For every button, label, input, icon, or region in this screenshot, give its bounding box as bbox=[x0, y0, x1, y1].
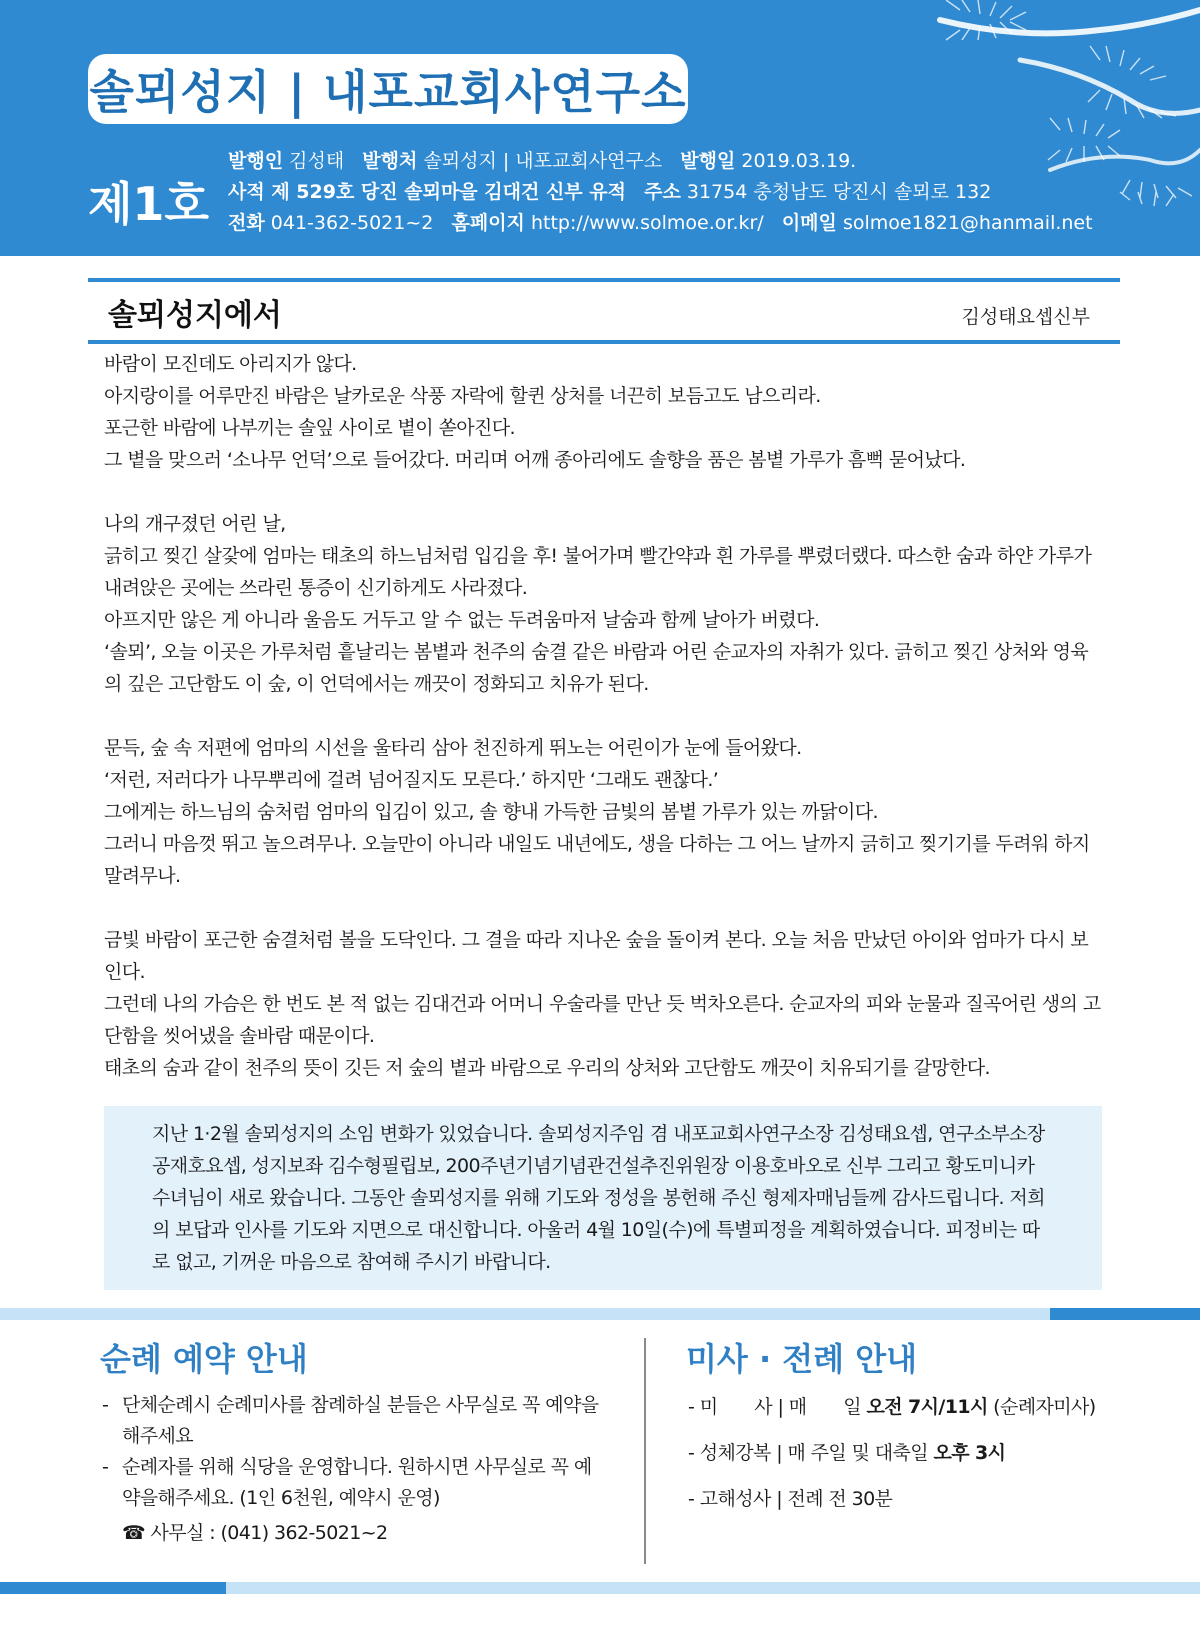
sentence: ‘솔뫼’, 오늘 이곳은 가루처럼 흩날리는 봄볕과 천주의 숨결 같은 바람과 어린 순교자의 자취가 있다. 긁히고 찢긴 상처와 영육의 깊은 고단함도 이 숲, 이 언덕에서는 깨끗이 정화되고 치유가 된다. bbox=[104, 641, 1089, 695]
sentence: 아지랑이를 어루만진 바람은 날카로운 삭풍 자락에 할퀸 상처를 너끈히 보듬고도 남으리라. bbox=[104, 385, 821, 407]
publication-info-line-3 bbox=[228, 208, 1093, 239]
footer-bar-blue bbox=[0, 1582, 226, 1594]
sentence: 태초의 숨과 같이 천주의 뜻이 깃든 저 숲의 볕과 바람으로 우리의 상처와 고단함도 깨끗이 치유되기를 갈망한다. bbox=[104, 1057, 990, 1079]
issue-number: 제1호 bbox=[88, 177, 209, 231]
divider-bar-light bbox=[0, 1308, 1050, 1320]
article-author: 김성태요셉신부 bbox=[961, 306, 1090, 328]
schedule-time: 오후 3시 bbox=[933, 1442, 1006, 1464]
publication-info-line-1 bbox=[228, 146, 1093, 177]
column-divider bbox=[644, 1338, 646, 1564]
publication-info-line-2 bbox=[228, 177, 1093, 208]
sentence: 긁히고 찢긴 살갗에 엄마는 태초의 하느님처럼 입김을 후! 불어가며 빨간약과 흰 가루를 뿌렸더랬다. 따스한 숨과 하얀 가루가 내려앉은 곳에는 쓰라린 통증이 신기하게도 사라졌다. bbox=[104, 545, 1092, 599]
sentence: 그에게는 하느님의 숨처럼 엄마의 입김이 있고, 솔 향내 가득한 금빛의 봄볕 가루가 있는 까닭이다. bbox=[104, 801, 879, 823]
list-dash: - bbox=[102, 1394, 109, 1416]
issuer-label: 발행처 bbox=[362, 150, 418, 172]
sentence: 금빛 바람이 포근한 숨결처럼 볼을 도닥인다. 그 결을 따라 지나온 숲을 돌이켜 본다. 오늘 처음 만났던 아이와 엄마가 다시 보인다. bbox=[104, 929, 1089, 983]
list-dash: - bbox=[688, 1396, 700, 1418]
sentence: 그런데 나의 가슴은 한 번도 본 적 없는 김대건과 어머니 우술라를 만난 듯 벅차오른다. 순교자의 피와 눈물과 질곡어린 생의 고단함을 씻어냈을 솔바람 때문이다. bbox=[104, 993, 1101, 1047]
article-body bbox=[104, 348, 1104, 1116]
sentence: 아프지만 않은 게 아니라 울음도 거두고 알 수 없는 두려움마저 날숨과 함께 날아가 버렸다. bbox=[104, 609, 820, 631]
schedule-label: 고해성사 bbox=[699, 1488, 771, 1510]
notice-box bbox=[104, 1106, 1102, 1290]
homepage-label: 홈페이지 bbox=[451, 212, 525, 234]
schedule-row-mass bbox=[688, 1392, 1188, 1438]
list-dash: - bbox=[102, 1456, 109, 1478]
schedule-row-confession bbox=[688, 1484, 1188, 1530]
email-label: 이메일 bbox=[781, 212, 837, 234]
schedule-time: 전례 전 30분 bbox=[787, 1488, 893, 1510]
office-phone-text: 사무실 : (041) 362-5021~2 bbox=[150, 1522, 388, 1544]
list-item bbox=[102, 1390, 602, 1452]
address-label: 주소 bbox=[644, 181, 681, 203]
publish-date: 2019.03.19. bbox=[741, 150, 857, 172]
sentence: 나의 개구졌던 어린 날, bbox=[104, 513, 286, 535]
office-phone bbox=[122, 1518, 602, 1549]
list-item bbox=[102, 1452, 602, 1514]
schedule-time: 오전 7시/11시 bbox=[866, 1396, 988, 1418]
schedule-row-adoration bbox=[688, 1438, 1188, 1484]
paragraph bbox=[104, 732, 1104, 892]
masthead bbox=[0, 0, 1200, 256]
publisher-label: 발행인 bbox=[228, 150, 284, 172]
sentence: ‘저런, 저러다가 나무뿌리에 걸려 넘어질지도 모른다.’ 하지만 ‘그래도 괜찮다.’ bbox=[104, 769, 719, 791]
pilgrimage-info-list bbox=[102, 1390, 602, 1549]
issuer-name: 솔뫼성지 | 내포교회사연구소 bbox=[423, 150, 663, 172]
sentence: 그러니 마음껏 뛰고 놀으려무나. 오늘만이 아니라 내일도 내년에도, 생을 다하는 그 어느 날까지 긁히고 찢기기를 두려워 하지 말려무나. bbox=[104, 833, 1090, 887]
list-dash: - bbox=[688, 1442, 700, 1464]
separator: | bbox=[777, 1396, 789, 1418]
publisher-name: 김성태 bbox=[289, 150, 345, 172]
sentence: 그 볕을 맞으러 ‘소나무 언덕’으로 들어갔다. 머리며 어깨 종아리에도 솔향을 품은 봄볕 가루가 흠뻑 묻어났다. bbox=[104, 449, 966, 471]
homepage-link[interactable]: http://www.solmoe.or.kr/ bbox=[530, 212, 764, 234]
paragraph bbox=[104, 348, 1104, 476]
sentence: 바람이 모진데도 아리지가 않다. bbox=[104, 353, 357, 375]
schedule-day: 매 주일 및 대축일 bbox=[787, 1442, 929, 1464]
liturgy-heading: 미사 · 전례 안내 bbox=[686, 1340, 918, 1378]
list-item-text: 단체순례시 순례미사를 참례하실 분들은 사무실로 꼭 예약을 해주세요 bbox=[122, 1394, 599, 1447]
phone: 041-362-5021~2 bbox=[270, 212, 434, 234]
paragraph bbox=[104, 924, 1104, 1084]
email-link[interactable]: solmoe1821@hanmail.net bbox=[842, 212, 1093, 234]
schedule-label: 미 사 bbox=[699, 1396, 773, 1418]
phone-label: 전화 bbox=[228, 212, 265, 234]
masthead-title: 솔뫼성지 | 내포교회사연구소 bbox=[88, 54, 688, 124]
schedule-day: 매 일 bbox=[788, 1396, 862, 1418]
sentence: 문득, 숲 속 저편에 엄마의 시선을 울타리 삼아 천진하게 뛰노는 어린이가 눈에 들어왔다. bbox=[104, 737, 802, 759]
date-label: 발행일 bbox=[680, 150, 736, 172]
sentence: 포근한 바람에 나부끼는 솔잎 사이로 볕이 쏟아진다. bbox=[104, 417, 515, 439]
article-title: 솔뫼성지에서 bbox=[108, 298, 282, 333]
notice-text: 지난 1·2월 솔뫼성지의 소임 변화가 있었습니다. 솔뫼성지주임 겸 내포교회사연구소장 김성태요셉, 연구소부소장 공재호요셉, 성지보좌 김수형필립보, 200주년기념기념관건설추진위원장 이용호바오로 신부 그리고 황도미니카 수녀님이 새로 왔습니다. 그동안 솔뫼성지를 위해 기도와 정성을 봉헌해 주신 형제자매님들께 감사드립니다. 저희의 보답과 인사를 기도와 지면으로 대신합니다. 아울러 4월 10일(수)에 특별피정을 계획하였습니다. 피정비는 따로 없고, 기꺼운 마음으로 참여해 주시기 바랍니다. bbox=[152, 1123, 1045, 1273]
list-item-text: 순례자를 위해 식당을 운영합니다. 원하시면 사무실로 꼭 예약을해주세요. (1인 6천원, 예약시 운영) bbox=[122, 1456, 592, 1509]
list-dash: - bbox=[688, 1488, 700, 1510]
historic-site-note: 사적 제 529호 당진 솔뫼마을 김대건 신부 유적 bbox=[228, 181, 626, 203]
divider-bar-blue bbox=[1050, 1308, 1200, 1320]
publication-info bbox=[228, 146, 1093, 239]
footer-bar-light bbox=[226, 1582, 1200, 1594]
article-heading bbox=[88, 278, 1120, 344]
pilgrimage-heading: 순례 예약 안내 bbox=[100, 1340, 308, 1378]
schedule-label: 성체강복 bbox=[699, 1442, 771, 1464]
paragraph bbox=[104, 508, 1104, 700]
address: 31754 충청남도 당진시 솔뫼로 132 bbox=[686, 181, 992, 203]
phone-icon: ☎ bbox=[122, 1522, 146, 1544]
separator: | bbox=[776, 1442, 788, 1464]
liturgy-schedule-list bbox=[688, 1392, 1188, 1530]
schedule-note: (순례자미사) bbox=[993, 1396, 1096, 1418]
separator: | bbox=[776, 1488, 788, 1510]
